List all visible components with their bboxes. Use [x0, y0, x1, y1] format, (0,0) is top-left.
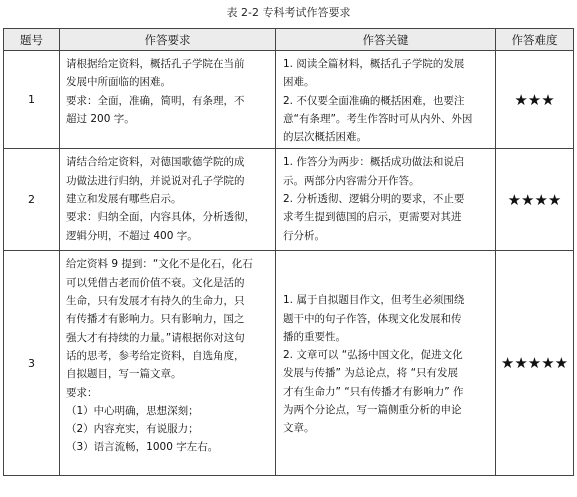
requirement-line: 生命，只有发展才有持久的生命力，只: [66, 295, 245, 308]
requirements-table: [3, 28, 574, 476]
key-line: 为两个分论点，写一篇侧重分析的申论: [283, 404, 462, 417]
key-cell: [276, 149, 496, 251]
key-line: 1. 阅读全篇材料，概括孔子学院的发展: [283, 58, 465, 70]
header-num: 题号: [4, 29, 60, 51]
key-line: 意“有条理”。考生作答时可从内外、外因: [283, 112, 473, 125]
requirement-line: （1）中心明确，思想深刻；: [66, 404, 199, 417]
requirement-line: 请根据给定资料，概括孔子学院在当前: [66, 58, 245, 70]
difficulty-stars: ★★★: [496, 51, 574, 149]
table-caption: 表 2-2 专科考试作答要求: [226, 6, 351, 19]
key-line: 发展与传播” 为总论点，将 “只有发展: [283, 367, 459, 380]
requirement-line: 给定资料 9 提到：“文化不是化石，化石: [66, 258, 253, 271]
requirement-line: 强大才有持续的力量。”请根据你对这句: [66, 331, 245, 344]
requirement-line: 要求：全面，准确，简明，有条理，不: [66, 94, 245, 107]
key-line: 文章。: [283, 422, 315, 435]
key-line: 题干中的句子作答，体现文化发展和传: [283, 312, 462, 325]
key-line: 行分析。: [283, 229, 325, 242]
requirement-cell: [60, 251, 276, 476]
requirement-line: 建立和发展有哪些启示。: [66, 193, 182, 206]
key-line: 求考生提到德国的启示，更需要对其进: [283, 211, 462, 224]
key-line: 才有生命力” “只有传播才有影响力” 作: [283, 385, 464, 398]
header-row: [4, 29, 574, 51]
table-row: [4, 251, 574, 476]
row-number: 2: [4, 149, 60, 251]
difficulty-stars: ★★★★: [496, 149, 574, 251]
requirement-line: 超过 200 字。: [66, 112, 135, 125]
header-requirement: 作答要求: [60, 29, 276, 51]
key-line: 1. 作答分为两步：概括成功做法和说启: [283, 156, 465, 169]
row-number: 3: [4, 251, 60, 476]
header-key: 作答关键: [276, 29, 496, 51]
requirement-line: 话的思考，参考给定资料，自选角度，: [66, 349, 245, 362]
requirement-line: 请结合给定资料，对德国歌德学院的成: [66, 156, 245, 169]
key-line: 2. 文章可以 “弘扬中国文化，促进文化: [283, 349, 463, 362]
requirement-line: 要求：: [66, 386, 98, 399]
difficulty-stars: ★★★★★: [496, 251, 574, 476]
requirement-cell: [60, 149, 276, 251]
requirement-line: 功做法进行归纳，并说说对孔子学院的: [66, 174, 245, 187]
table-row: [4, 149, 574, 251]
requirement-line: 可以凭借古老而价值不衰。文化是活的: [66, 276, 245, 289]
key-cell: [276, 251, 496, 476]
requirement-line: 要求：归纳全面，内容具体，分析透彻，: [66, 211, 255, 224]
key-line: 2. 不仅要全面准确的概括困难，也要注: [283, 94, 465, 107]
requirement-line: 自拟题目，写一篇文章。: [66, 368, 182, 381]
key-line: 播的重要性。: [283, 330, 346, 343]
key-line: 的层次概括困难。: [283, 131, 367, 144]
requirement-line: 有传播才有影响力。只有影响力，国之: [66, 313, 245, 326]
key-line: 2. 分析透彻、逻辑分明的要求，不止要: [283, 193, 465, 206]
key-line: 困难。: [283, 76, 315, 89]
requirement-cell: [60, 51, 276, 149]
requirement-line: （2）内容充实，有说服力；: [66, 423, 199, 436]
table-row: [4, 51, 574, 149]
requirement-line: 逻辑分明，不超过 400 字。: [66, 229, 198, 242]
key-line: 示。两部分内容需分开作答。: [283, 174, 420, 187]
key-line: 1. 属于自拟题目作文，但考生必须围绕: [283, 294, 465, 307]
key-cell: [276, 51, 496, 149]
requirement-line: （3）语言流畅，1000 字左右。: [66, 441, 219, 454]
requirement-line: 发展中所面临的困难。: [66, 76, 171, 89]
header-difficulty: 作答难度: [496, 29, 574, 51]
row-number: 1: [4, 51, 60, 149]
